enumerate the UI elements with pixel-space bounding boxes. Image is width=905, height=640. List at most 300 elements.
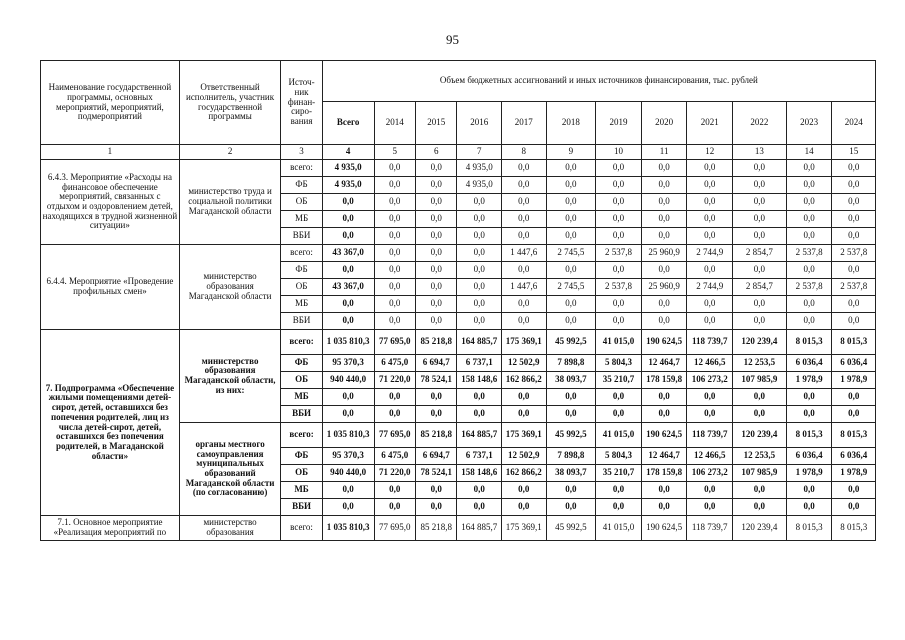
value-cell: 0,0 [501,406,546,423]
value-cell: 0,0 [374,211,415,228]
value-cell: 0,0 [596,389,642,406]
value-cell: 0,0 [596,296,642,313]
header-year: 2014 [374,102,415,145]
value-cell: 0,0 [786,499,832,516]
value-cell: 35 210,7 [596,465,642,482]
value-cell: 0,0 [374,313,415,330]
column-number: 9 [546,145,596,160]
value-cell: 0,0 [596,160,642,177]
value-cell: 162 866,2 [501,372,546,389]
value-cell: 0,0 [416,228,457,245]
source-code: ФБ [281,448,322,465]
value-cell: 120 239,4 [732,516,786,541]
value-cell: 0,0 [501,262,546,279]
value-cell: 107 985,9 [732,465,786,482]
column-number: 2 [179,145,281,160]
value-cell: 178 159,8 [641,465,687,482]
value-cell: 0,0 [546,313,596,330]
value-cell: 41 015,0 [596,423,642,448]
value-cell: 175 369,1 [501,330,546,355]
value-cell: 0,0 [416,262,457,279]
value-cell: 85 218,8 [416,516,457,541]
value-cell: 0,0 [732,406,786,423]
source-code: ФБ [281,355,322,372]
value-cell: 0,0 [322,296,374,313]
value-cell: 77 695,0 [374,423,415,448]
value-cell: 0,0 [832,194,876,211]
value-cell: 0,0 [322,211,374,228]
value-cell: 4 935,0 [457,160,502,177]
source-code: ОБ [281,194,322,211]
value-cell: 178 159,8 [641,372,687,389]
value-cell: 0,0 [832,262,876,279]
value-cell: 190 624,5 [641,516,687,541]
value-cell: 0,0 [596,482,642,499]
value-cell: 0,0 [732,211,786,228]
value-cell: 0,0 [374,482,415,499]
value-cell: 0,0 [641,406,687,423]
program-name: 7. Подпрограмма «Обеспечение жилыми помещениями детей-сирот, детей, оставшихся без попечения родителей, лиц из числа детей-сирот, детей, оставшихся без попечения родителей, в Магаданской области» [41,330,180,516]
value-cell: 1 978,9 [786,465,832,482]
value-cell: 77 695,0 [374,516,415,541]
value-cell: 0,0 [457,279,502,296]
value-cell: 0,0 [641,389,687,406]
header-year: 2023 [786,102,832,145]
value-cell: 0,0 [322,406,374,423]
value-cell: 7 898,8 [546,448,596,465]
value-cell: 0,0 [416,211,457,228]
header-year: 2018 [546,102,596,145]
value-cell: 0,0 [687,406,733,423]
value-cell: 0,0 [501,194,546,211]
value-cell: 106 273,2 [687,372,733,389]
value-cell: 0,0 [501,228,546,245]
value-cell: 0,0 [457,245,502,262]
value-cell: 2 537,8 [832,279,876,296]
value-cell: 0,0 [732,160,786,177]
value-cell: 71 220,0 [374,465,415,482]
value-cell: 120 239,4 [732,330,786,355]
value-cell: 158 148,6 [457,465,502,482]
table-row [41,516,876,541]
value-cell: 0,0 [732,194,786,211]
value-cell: 0,0 [457,228,502,245]
value-cell: 0,0 [374,499,415,516]
value-cell: 0,0 [374,194,415,211]
value-cell: 8 015,3 [832,423,876,448]
value-cell: 0,0 [546,211,596,228]
value-cell: 0,0 [641,262,687,279]
value-cell: 0,0 [416,279,457,296]
value-cell: 43 367,0 [322,245,374,262]
value-cell: 0,0 [416,177,457,194]
value-cell: 120 239,4 [732,423,786,448]
value-cell: 0,0 [596,194,642,211]
value-cell: 1 035 810,3 [322,330,374,355]
value-cell: 0,0 [786,406,832,423]
value-cell: 0,0 [732,482,786,499]
value-cell: 0,0 [416,313,457,330]
value-cell: 0,0 [596,211,642,228]
executor-name: органы местного самоуправления муниципальных образований Магаданской области (по согласованию) [179,423,281,516]
value-cell: 0,0 [832,228,876,245]
value-cell: 0,0 [457,389,502,406]
column-number: 7 [457,145,502,160]
value-cell: 0,0 [687,211,733,228]
value-cell: 0,0 [732,228,786,245]
value-cell: 0,0 [546,194,596,211]
source-code: МБ [281,296,322,313]
value-cell: 0,0 [501,177,546,194]
value-cell: 1 978,9 [832,465,876,482]
value-cell: 0,0 [687,228,733,245]
value-cell: 0,0 [687,389,733,406]
value-cell: 85 218,8 [416,423,457,448]
value-cell: 107 985,9 [732,372,786,389]
value-cell: 0,0 [732,296,786,313]
value-cell: 5 804,3 [596,355,642,372]
value-cell: 0,0 [641,228,687,245]
value-cell: 6 737,1 [457,355,502,372]
value-cell: 71 220,0 [374,372,415,389]
value-cell: 0,0 [786,177,832,194]
column-number: 6 [416,145,457,160]
value-cell: 43 367,0 [322,279,374,296]
value-cell: 0,0 [786,194,832,211]
value-cell: 0,0 [322,389,374,406]
value-cell: 2 537,8 [786,279,832,296]
value-cell: 0,0 [322,228,374,245]
table-row [41,330,876,355]
header-year: 2024 [832,102,876,145]
value-cell: 8 015,3 [832,330,876,355]
value-cell: 175 369,1 [501,423,546,448]
value-cell: 2 537,8 [786,245,832,262]
value-cell: 0,0 [732,499,786,516]
value-cell: 0,0 [416,406,457,423]
value-cell: 95 370,3 [322,355,374,372]
value-cell: 2 745,5 [546,245,596,262]
value-cell: 0,0 [501,160,546,177]
value-cell: 12 502,9 [501,355,546,372]
source-code: ВБИ [281,313,322,330]
value-cell: 1 035 810,3 [322,423,374,448]
value-cell: 0,0 [374,262,415,279]
value-cell: 0,0 [641,194,687,211]
value-cell: 35 210,7 [596,372,642,389]
value-cell: 0,0 [786,160,832,177]
value-cell: 7 898,8 [546,355,596,372]
value-cell: 0,0 [374,296,415,313]
value-cell: 106 273,2 [687,465,733,482]
value-cell: 0,0 [501,499,546,516]
value-cell: 0,0 [732,262,786,279]
header-year: 2021 [687,102,733,145]
column-number: 8 [501,145,546,160]
value-cell: 0,0 [687,499,733,516]
column-number: 11 [641,145,687,160]
value-cell: 0,0 [786,296,832,313]
value-cell: 2 854,7 [732,245,786,262]
value-cell: 0,0 [374,228,415,245]
value-cell: 0,0 [501,389,546,406]
value-cell: 6 475,0 [374,448,415,465]
value-cell: 25 960,9 [641,279,687,296]
value-cell: 118 739,7 [687,516,733,541]
table-row [41,245,876,262]
header-year: 2015 [416,102,457,145]
value-cell: 0,0 [416,245,457,262]
value-cell: 0,0 [641,499,687,516]
value-cell: 0,0 [374,160,415,177]
column-number: 5 [374,145,415,160]
value-cell: 0,0 [501,211,546,228]
value-cell: 41 015,0 [596,516,642,541]
value-cell: 6 036,4 [786,448,832,465]
value-cell: 0,0 [322,499,374,516]
value-cell: 12 466,5 [687,448,733,465]
value-cell: 0,0 [501,482,546,499]
value-cell: 0,0 [786,482,832,499]
value-cell: 2 537,8 [832,245,876,262]
header-name: Наименование государственной программы, основных мероприятий, мероприятий, подмероприятий [41,61,180,145]
value-cell: 175 369,1 [501,516,546,541]
value-cell: 0,0 [546,406,596,423]
value-cell: 4 935,0 [322,160,374,177]
value-cell: 38 093,7 [546,372,596,389]
value-cell: 6 036,4 [832,355,876,372]
source-code: ОБ [281,372,322,389]
value-cell: 0,0 [546,389,596,406]
header-volume: Объем бюджетных ассигнований и иных источников финансирования, тыс. рублей [322,61,875,102]
value-cell: 0,0 [832,177,876,194]
source-code: ОБ [281,279,322,296]
value-cell: 0,0 [641,313,687,330]
value-cell: 0,0 [416,499,457,516]
value-cell: 12 466,5 [687,355,733,372]
value-cell: 0,0 [596,262,642,279]
value-cell: 4 935,0 [322,177,374,194]
value-cell: 2 854,7 [732,279,786,296]
program-name: 6.4.4. Мероприятие «Проведение профильных смен» [41,245,180,330]
value-cell: 0,0 [732,177,786,194]
value-cell: 0,0 [374,177,415,194]
value-cell: 6 694,7 [416,448,457,465]
value-cell: 0,0 [546,296,596,313]
value-cell: 0,0 [546,482,596,499]
header-executor: Ответственный исполнитель, участник государственной программы [179,61,281,145]
value-cell: 0,0 [732,389,786,406]
column-number: 13 [732,145,786,160]
value-cell: 0,0 [374,389,415,406]
value-cell: 0,0 [416,160,457,177]
value-cell: 0,0 [457,499,502,516]
column-number: 3 [281,145,322,160]
value-cell: 0,0 [786,211,832,228]
value-cell: 0,0 [596,177,642,194]
value-cell: 77 695,0 [374,330,415,355]
source-code: всего: [281,160,322,177]
value-cell: 0,0 [546,499,596,516]
value-cell: 0,0 [832,296,876,313]
source-code: всего: [281,516,322,541]
header-year: 2022 [732,102,786,145]
value-cell: 0,0 [641,211,687,228]
header-year: 2019 [596,102,642,145]
value-cell: 0,0 [832,482,876,499]
value-cell: 0,0 [416,296,457,313]
value-cell: 12 464,7 [641,448,687,465]
value-cell: 0,0 [832,160,876,177]
value-cell: 0,0 [641,296,687,313]
program-name: 7.1. Основное мероприятие «Реализация мероприятий по [41,516,180,541]
header-row [41,61,876,102]
value-cell: 0,0 [832,406,876,423]
value-cell: 0,0 [641,177,687,194]
header-source: Источ-ник финан-сиро-вания [281,61,322,145]
value-cell: 45 992,5 [546,330,596,355]
source-code: МБ [281,482,322,499]
value-cell: 1 447,6 [501,245,546,262]
value-cell: 0,0 [457,262,502,279]
value-cell: 162 866,2 [501,465,546,482]
value-cell: 118 739,7 [687,423,733,448]
source-code: ВБИ [281,499,322,516]
program-name: 6.4.3. Мероприятие «Расходы на финансовое обеспечение мероприятий, связанных с отдыхом и оздоровлением детей, находящихся в трудной жизненной ситуации» [41,160,180,245]
column-number: 15 [832,145,876,160]
value-cell: 190 624,5 [641,330,687,355]
value-cell: 0,0 [687,296,733,313]
value-cell: 164 885,7 [457,516,502,541]
page-number: 95 [446,32,459,47]
header-year: 2020 [641,102,687,145]
value-cell: 164 885,7 [457,330,502,355]
value-cell: 0,0 [457,313,502,330]
value-cell: 85 218,8 [416,330,457,355]
value-cell: 38 093,7 [546,465,596,482]
value-cell: 0,0 [546,160,596,177]
source-code: всего: [281,245,322,262]
value-cell: 0,0 [457,211,502,228]
executor-name: министерство образования Магаданской области [179,245,281,330]
value-cell: 0,0 [832,499,876,516]
value-cell: 1 978,9 [786,372,832,389]
budget-table [40,60,876,541]
source-code: ОБ [281,465,322,482]
header-year: 2016 [457,102,502,145]
value-cell: 0,0 [687,177,733,194]
value-cell: 78 524,1 [416,465,457,482]
value-cell: 45 992,5 [546,516,596,541]
value-cell: 0,0 [374,245,415,262]
value-cell: 0,0 [457,482,502,499]
value-cell: 0,0 [546,228,596,245]
value-cell: 95 370,3 [322,448,374,465]
value-cell: 0,0 [416,194,457,211]
value-cell: 45 992,5 [546,423,596,448]
value-cell: 12 464,7 [641,355,687,372]
column-number-row [41,145,876,160]
value-cell: 0,0 [732,313,786,330]
value-cell: 0,0 [416,389,457,406]
executor-name: министерство образования [179,516,281,541]
value-cell: 0,0 [641,160,687,177]
value-cell: 78 524,1 [416,372,457,389]
value-cell: 1 035 810,3 [322,516,374,541]
column-number: 4 [322,145,374,160]
column-number: 10 [596,145,642,160]
value-cell: 164 885,7 [457,423,502,448]
value-cell: 0,0 [322,313,374,330]
value-cell: 0,0 [786,228,832,245]
value-cell: 4 935,0 [457,177,502,194]
source-code: ФБ [281,177,322,194]
value-cell: 0,0 [641,482,687,499]
value-cell: 0,0 [546,177,596,194]
value-cell: 6 475,0 [374,355,415,372]
value-cell: 0,0 [687,262,733,279]
value-cell: 0,0 [596,499,642,516]
value-cell: 0,0 [322,482,374,499]
source-code: ВБИ [281,406,322,423]
value-cell: 0,0 [546,262,596,279]
value-cell: 118 739,7 [687,330,733,355]
value-cell: 8 015,3 [786,423,832,448]
source-code: МБ [281,211,322,228]
value-cell: 0,0 [687,313,733,330]
value-cell: 0,0 [832,211,876,228]
value-cell: 0,0 [457,194,502,211]
value-cell: 6 737,1 [457,448,502,465]
executor-name: министерство образования Магаданской области, из них: [179,330,281,423]
value-cell: 0,0 [687,194,733,211]
value-cell: 0,0 [596,313,642,330]
executor-name: министерство труда и социальной политики Магаданской области [179,160,281,245]
value-cell: 190 624,5 [641,423,687,448]
source-code: ФБ [281,262,322,279]
value-cell: 2 537,8 [596,245,642,262]
column-number: 1 [41,145,180,160]
value-cell: 12 253,5 [732,355,786,372]
value-cell: 0,0 [687,482,733,499]
value-cell: 0,0 [832,389,876,406]
value-cell: 0,0 [501,296,546,313]
column-number: 14 [786,145,832,160]
value-cell: 0,0 [596,406,642,423]
value-cell: 6 036,4 [832,448,876,465]
value-cell: 8 015,3 [786,330,832,355]
value-cell: 0,0 [374,279,415,296]
value-cell: 0,0 [416,482,457,499]
value-cell: 0,0 [786,389,832,406]
value-cell: 0,0 [322,194,374,211]
source-code: всего: [281,330,322,355]
value-cell: 0,0 [457,296,502,313]
column-number: 12 [687,145,733,160]
value-cell: 2 744,9 [687,245,733,262]
header-year: 2017 [501,102,546,145]
table-row [41,160,876,177]
value-cell: 0,0 [457,406,502,423]
source-code: ВБИ [281,228,322,245]
value-cell: 0,0 [832,313,876,330]
value-cell: 1 447,6 [501,279,546,296]
value-cell: 8 015,3 [832,516,876,541]
value-cell: 0,0 [501,313,546,330]
value-cell: 8 015,3 [786,516,832,541]
value-cell: 2 744,9 [687,279,733,296]
value-cell: 0,0 [786,313,832,330]
